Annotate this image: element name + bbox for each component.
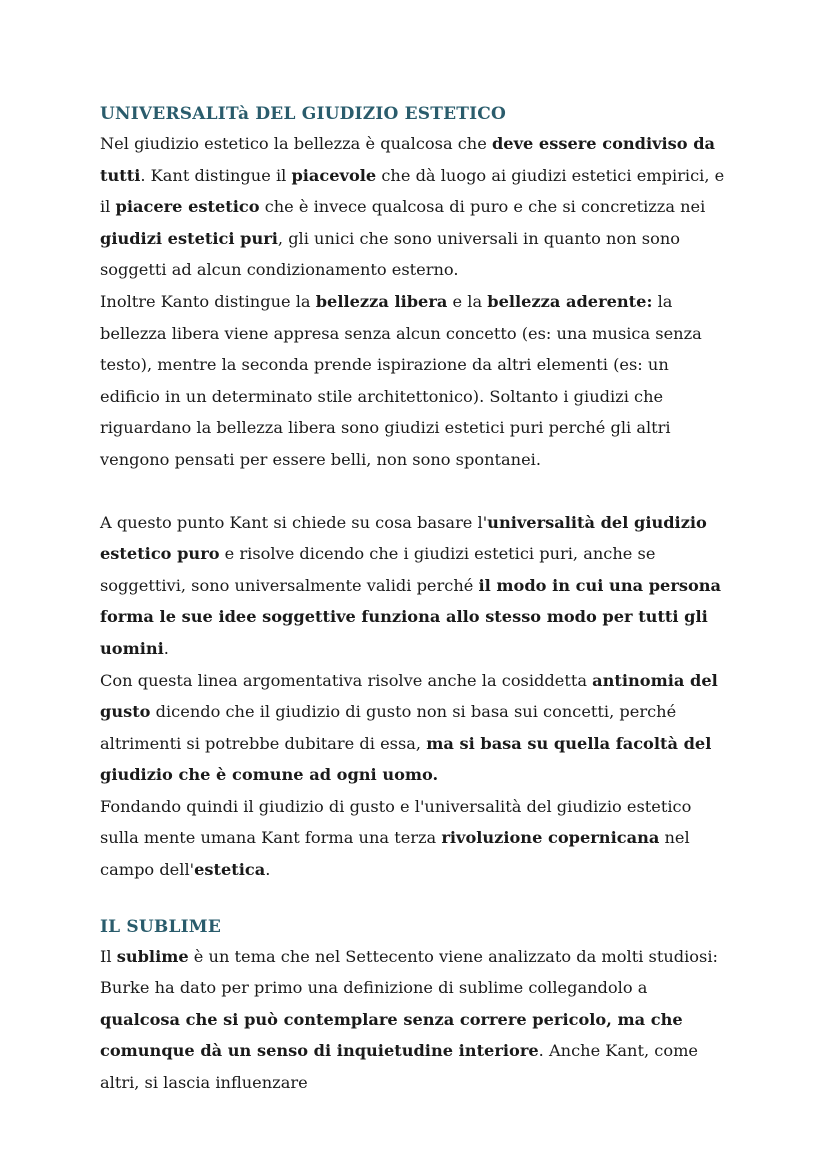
bold-text-run: rivoluzione copernicana: [441, 828, 660, 848]
text-run: che è invece qualcosa di puro e che si concretizza nei: [259, 197, 706, 217]
bold-text-run: piacevole: [291, 165, 377, 185]
paragraph-gap: [100, 886, 732, 913]
bold-text-run: qualcosa che si può contemplare senza correre pericolo, ma che comunque dà un senso di inquietudine interiore: [100, 1009, 683, 1061]
paragraph: [100, 286, 732, 476]
paragraph: [100, 941, 732, 1099]
bold-text-run: bellezza libera: [315, 291, 448, 311]
text-run: e risolve dicendo che i giudizi estetici puri, anche se soggettivi, sono universalmente validi perché: [100, 544, 656, 595]
bold-text-run: giudizi estetici puri: [100, 228, 278, 248]
bold-text-run: deve essere condiviso da tutti: [100, 134, 716, 185]
text-run: Inoltre Kanto distingue la: [100, 291, 316, 311]
bold-text-run: sublime: [116, 946, 189, 966]
bold-text-run: bellezza aderente:: [487, 291, 653, 311]
bold-text-run: universalità del giudizio estetico puro: [100, 512, 707, 564]
text-run: è un tema che nel Settecento viene analizzato da molti studiosi: Burke ha dato per primo una definizione di sublime collegandolo a: [100, 946, 718, 998]
paragraph: [100, 665, 732, 791]
bold-text-run: ma si basa su quella facoltà del giudizio che è comune ad ogni uomo.: [100, 733, 712, 785]
text-run: che dà luogo ai giudizi estetici empirici, e il: [100, 165, 725, 217]
text-run: A questo punto Kant si chiede su cosa basare l': [100, 512, 488, 532]
text-run: Il: [100, 946, 117, 966]
paragraph: [100, 507, 732, 665]
bold-text-run: estetica: [194, 860, 266, 880]
paragraph: [100, 128, 732, 286]
text-run: , gli unici che sono universali in quanto non sono soggetti ad alcun condizionamento esterno.: [100, 228, 680, 280]
bold-text-run: antinomia del gusto: [100, 670, 718, 722]
bold-text-run: il modo in cui una persona forma le sue idee soggettive funziona allo stesso modo per tutti gli uomini: [100, 575, 722, 658]
text-run: Nel giudizio estetico la bellezza è qualcosa che: [100, 134, 492, 153]
text-run: Con questa linea argomentativa risolve anche la cosiddetta: [100, 670, 593, 690]
paragraph: [100, 791, 732, 886]
section-heading-sublime: IL SUBLIME: [100, 916, 221, 937]
text-run: dicendo che il giudizio di gusto non si basa sui concetti, perché altrimenti si potrebbe dubitare di essa,: [100, 702, 677, 753]
bold-text-run: piacere estetico: [115, 197, 260, 217]
section-heading-universalita: UNIVERSALITà DEL GIUDIZIO ESTETICO: [100, 104, 506, 124]
text-run: la bellezza libera viene appresa senza alcun concetto (es: una musica senza testo), mentre la seconda prende ispirazione da altri elementi (es: un edificio in un determinato stile architettonico). Soltanto i giudizi che riguardano la bellezza libera sono giudizi estetici puri perché gli altri vengono pensati per essere belli, non sono spontanei.: [100, 291, 702, 469]
text-run: .: [265, 860, 271, 880]
paragraph-gap: [100, 476, 732, 507]
text-run: . Kant distingue il: [140, 165, 292, 185]
text-run: e la: [447, 291, 488, 311]
text-run: . Anche Kant, come altri, si lascia influenzare: [100, 1041, 699, 1093]
text-run: nel campo dell': [100, 828, 690, 880]
text-run: Fondando quindi il giudizio di gusto e l'universalità del giudizio estetico sulla mente umana Kant forma una terza: [100, 796, 692, 848]
text-run: .: [163, 638, 169, 658]
